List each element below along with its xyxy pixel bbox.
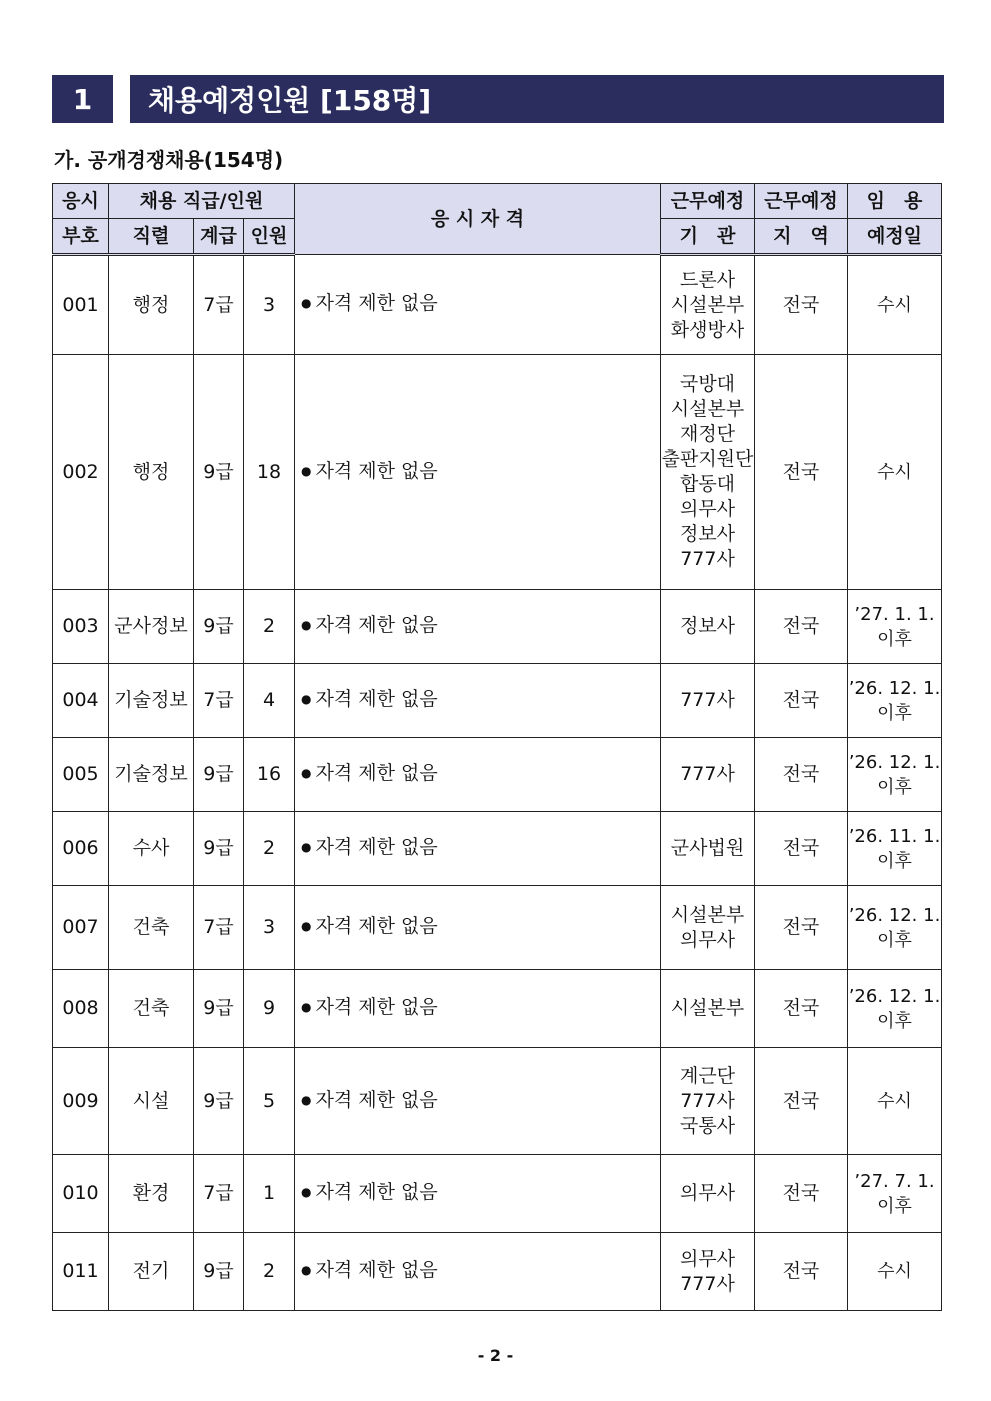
cell-qualification <box>295 1155 661 1233</box>
date-line: 이후 <box>877 1010 912 1032</box>
subsection-title: 가. 공개경쟁채용(154명) <box>54 148 284 172</box>
cell-date <box>848 738 942 812</box>
cell-grade: 9급 <box>194 970 244 1048</box>
cell-region: 전국 <box>755 1048 848 1155</box>
cell-region: 전국 <box>755 590 848 664</box>
cell-no: 001 <box>53 255 109 355</box>
cell-count: 3 <box>244 255 295 355</box>
cell-region: 전국 <box>755 664 848 738</box>
qualification-text: 자격 제한 없음 <box>315 1181 438 1203</box>
cell-date <box>848 970 942 1048</box>
table-row <box>53 970 942 1048</box>
cell-qualification <box>295 355 661 590</box>
header-agency-top: 근무예정 <box>661 184 755 219</box>
agency-name: 의무사 <box>679 1247 736 1270</box>
header-date-top: 임 용 <box>848 184 942 219</box>
cell-date <box>848 664 942 738</box>
cell-grade: 9급 <box>194 1233 244 1311</box>
cell-series: 건축 <box>109 970 194 1048</box>
agency-name: 국방대 <box>679 373 736 395</box>
cell-qualification <box>295 590 661 664</box>
date-line: 수시 <box>877 294 912 316</box>
agency-name: 777사 <box>680 548 735 570</box>
qualification-text: 자격 제한 없음 <box>315 1259 438 1281</box>
date-line: 이후 <box>877 702 912 724</box>
date-line: 수시 <box>877 1261 912 1282</box>
agency-name: 시설본부 <box>670 903 745 926</box>
cell-series: 수사 <box>109 812 194 886</box>
cell-grade: 9급 <box>194 355 244 590</box>
bullet-icon: ● <box>301 463 312 478</box>
cell-region: 전국 <box>755 255 848 355</box>
bullet-icon: ● <box>301 1263 312 1277</box>
agency-name: 777사 <box>680 689 735 711</box>
qualification-text: 자격 제한 없음 <box>315 614 438 636</box>
header-qualification: 응 시 자 격 <box>295 184 661 255</box>
qualification-text: 자격 제한 없음 <box>315 292 438 314</box>
table-body <box>53 255 942 1311</box>
agency-name: 시설본부 <box>670 997 745 1019</box>
date-line: ’27. 7. 1. <box>854 1170 935 1192</box>
cell-agency <box>661 812 755 886</box>
cell-series: 행정 <box>109 355 194 590</box>
cell-qualification <box>295 970 661 1048</box>
qualification-text: 자격 제한 없음 <box>315 459 438 482</box>
cell-series: 환경 <box>109 1155 194 1233</box>
cell-region: 전국 <box>755 1155 848 1233</box>
cell-grade: 9급 <box>194 812 244 886</box>
table-row <box>53 1048 942 1155</box>
cell-date <box>848 1233 942 1311</box>
cell-date <box>848 1155 942 1233</box>
cell-date <box>848 355 942 590</box>
header-no-bottom: 부호 <box>53 219 109 255</box>
cell-count: 3 <box>244 886 295 970</box>
table-row <box>53 886 942 970</box>
table-row <box>53 738 942 812</box>
date-line: 수시 <box>877 461 912 483</box>
cell-qualification <box>295 738 661 812</box>
cell-region: 전국 <box>755 738 848 812</box>
agency-name: 합동대 <box>679 473 736 495</box>
cell-no: 010 <box>53 1155 109 1233</box>
bullet-icon: ● <box>301 296 312 310</box>
cell-grade: 7급 <box>194 1155 244 1233</box>
agency-name: 화생방사 <box>670 318 745 341</box>
agency-name: 출판지원단 <box>661 448 754 470</box>
cell-no: 004 <box>53 664 109 738</box>
table-row <box>53 664 942 738</box>
agency-name: 군사법원 <box>670 837 745 859</box>
cell-count: 2 <box>244 590 295 664</box>
section-title: 채용예정인원 [158명] <box>130 75 944 123</box>
bullet-icon: ● <box>301 766 312 780</box>
cell-series: 건축 <box>109 886 194 970</box>
bullet-icon: ● <box>301 692 312 706</box>
agency-name: 정보사 <box>679 615 736 637</box>
agency-name: 드론사 <box>679 268 736 291</box>
cell-region: 전국 <box>755 970 848 1048</box>
cell-agency <box>661 1155 755 1233</box>
cell-date <box>848 590 942 664</box>
cell-count: 2 <box>244 1233 295 1311</box>
cell-series: 군사정보 <box>109 590 194 664</box>
qualification-text: 자격 제한 없음 <box>315 996 438 1018</box>
cell-agency <box>661 355 755 590</box>
cell-agency <box>661 664 755 738</box>
page-number: - 2 - <box>477 1346 514 1365</box>
qualification-text: 자격 제한 없음 <box>315 688 438 710</box>
cell-grade: 7급 <box>194 664 244 738</box>
header-agency-bottom: 기 관 <box>661 219 755 255</box>
bullet-icon: ● <box>301 618 312 632</box>
agency-name: 777사 <box>680 1272 735 1295</box>
cell-region: 전국 <box>755 1233 848 1311</box>
cell-no: 003 <box>53 590 109 664</box>
agency-name: 정보사 <box>679 523 736 545</box>
cell-count: 1 <box>244 1155 295 1233</box>
cell-count: 5 <box>244 1048 295 1155</box>
header-no-top: 응시 <box>53 184 109 219</box>
table-row <box>53 355 942 590</box>
bullet-icon: ● <box>301 1185 312 1199</box>
cell-count: 9 <box>244 970 295 1048</box>
date-line: 이후 <box>877 628 912 650</box>
cell-no: 006 <box>53 812 109 886</box>
cell-date <box>848 886 942 970</box>
cell-no: 005 <box>53 738 109 812</box>
cell-region: 전국 <box>755 886 848 970</box>
cell-grade: 7급 <box>194 255 244 355</box>
cell-series: 행정 <box>109 255 194 355</box>
date-line: 수시 <box>877 1090 912 1112</box>
qualification-text: 자격 제한 없음 <box>315 1088 438 1111</box>
cell-agency <box>661 1048 755 1155</box>
cell-date <box>848 812 942 886</box>
cell-grade: 9급 <box>194 590 244 664</box>
date-line: 이후 <box>877 850 912 872</box>
agency-name: 재정단 <box>679 423 736 445</box>
cell-count: 18 <box>244 355 295 590</box>
cell-date <box>848 255 942 355</box>
bullet-icon: ● <box>301 840 312 854</box>
qualification-text: 자격 제한 없음 <box>315 915 438 937</box>
cell-agency <box>661 738 755 812</box>
bullet-icon: ● <box>301 919 312 933</box>
date-line: ’26. 12. 1. <box>848 751 941 773</box>
table-row <box>53 812 942 886</box>
recruitment-table <box>52 183 942 1311</box>
agency-name: 의무사 <box>679 498 736 520</box>
bullet-icon: ● <box>301 1000 312 1014</box>
cell-grade: 7급 <box>194 886 244 970</box>
date-line: ’26. 11. 1. <box>848 825 941 847</box>
agency-name: 계근단 <box>679 1064 736 1087</box>
header-series: 직렬 <box>109 219 194 255</box>
agency-name: 시설본부 <box>670 293 745 316</box>
cell-agency <box>661 970 755 1048</box>
agency-name: 의무사 <box>679 1182 736 1204</box>
agency-name: 의무사 <box>679 928 736 951</box>
header-position-group: 채용 직급/인원 <box>109 184 295 219</box>
header-region-top: 근무예정 <box>755 184 848 219</box>
header-grade: 계급 <box>194 219 244 255</box>
cell-series: 시설 <box>109 1048 194 1155</box>
bullet-icon: ● <box>301 1092 312 1107</box>
header-count: 인원 <box>244 219 295 255</box>
date-line: ’26. 12. 1. <box>848 677 941 699</box>
cell-agency <box>661 1233 755 1311</box>
date-line: 이후 <box>877 929 912 951</box>
agency-name: 국통사 <box>679 1114 736 1137</box>
header-region-bottom: 지 역 <box>755 219 848 255</box>
cell-series: 전기 <box>109 1233 194 1311</box>
cell-agency <box>661 255 755 355</box>
date-line: ’27. 1. 1. <box>854 603 935 625</box>
date-line: 이후 <box>877 776 912 798</box>
cell-date <box>848 1048 942 1155</box>
date-line: 이후 <box>877 1195 912 1217</box>
cell-grade: 9급 <box>194 738 244 812</box>
cell-count: 4 <box>244 664 295 738</box>
section-number: 1 <box>52 75 113 123</box>
cell-count: 16 <box>244 738 295 812</box>
cell-qualification <box>295 886 661 970</box>
date-line: ’26. 12. 1. <box>848 904 941 926</box>
cell-no: 007 <box>53 886 109 970</box>
agency-name: 777사 <box>680 763 735 785</box>
agency-name: 시설본부 <box>670 398 745 420</box>
cell-no: 008 <box>53 970 109 1048</box>
cell-qualification <box>295 664 661 738</box>
cell-no: 011 <box>53 1233 109 1311</box>
cell-region: 전국 <box>755 812 848 886</box>
cell-qualification <box>295 1048 661 1155</box>
cell-no: 002 <box>53 355 109 590</box>
cell-qualification <box>295 812 661 886</box>
cell-region: 전국 <box>755 355 848 590</box>
cell-agency <box>661 590 755 664</box>
agency-name: 777사 <box>680 1089 735 1112</box>
date-line: ’26. 12. 1. <box>848 985 941 1007</box>
qualification-text: 자격 제한 없음 <box>315 836 438 858</box>
qualification-text: 자격 제한 없음 <box>315 762 438 784</box>
header-date-bottom: 예정일 <box>848 219 942 255</box>
cell-no: 009 <box>53 1048 109 1155</box>
table-row <box>53 1155 942 1233</box>
table-row <box>53 1233 942 1311</box>
cell-series: 기술정보 <box>109 738 194 812</box>
cell-agency <box>661 886 755 970</box>
cell-qualification <box>295 1233 661 1311</box>
cell-count: 2 <box>244 812 295 886</box>
cell-series: 기술정보 <box>109 664 194 738</box>
table-row <box>53 590 942 664</box>
cell-grade: 9급 <box>194 1048 244 1155</box>
table-row <box>53 255 942 355</box>
cell-qualification <box>295 255 661 355</box>
